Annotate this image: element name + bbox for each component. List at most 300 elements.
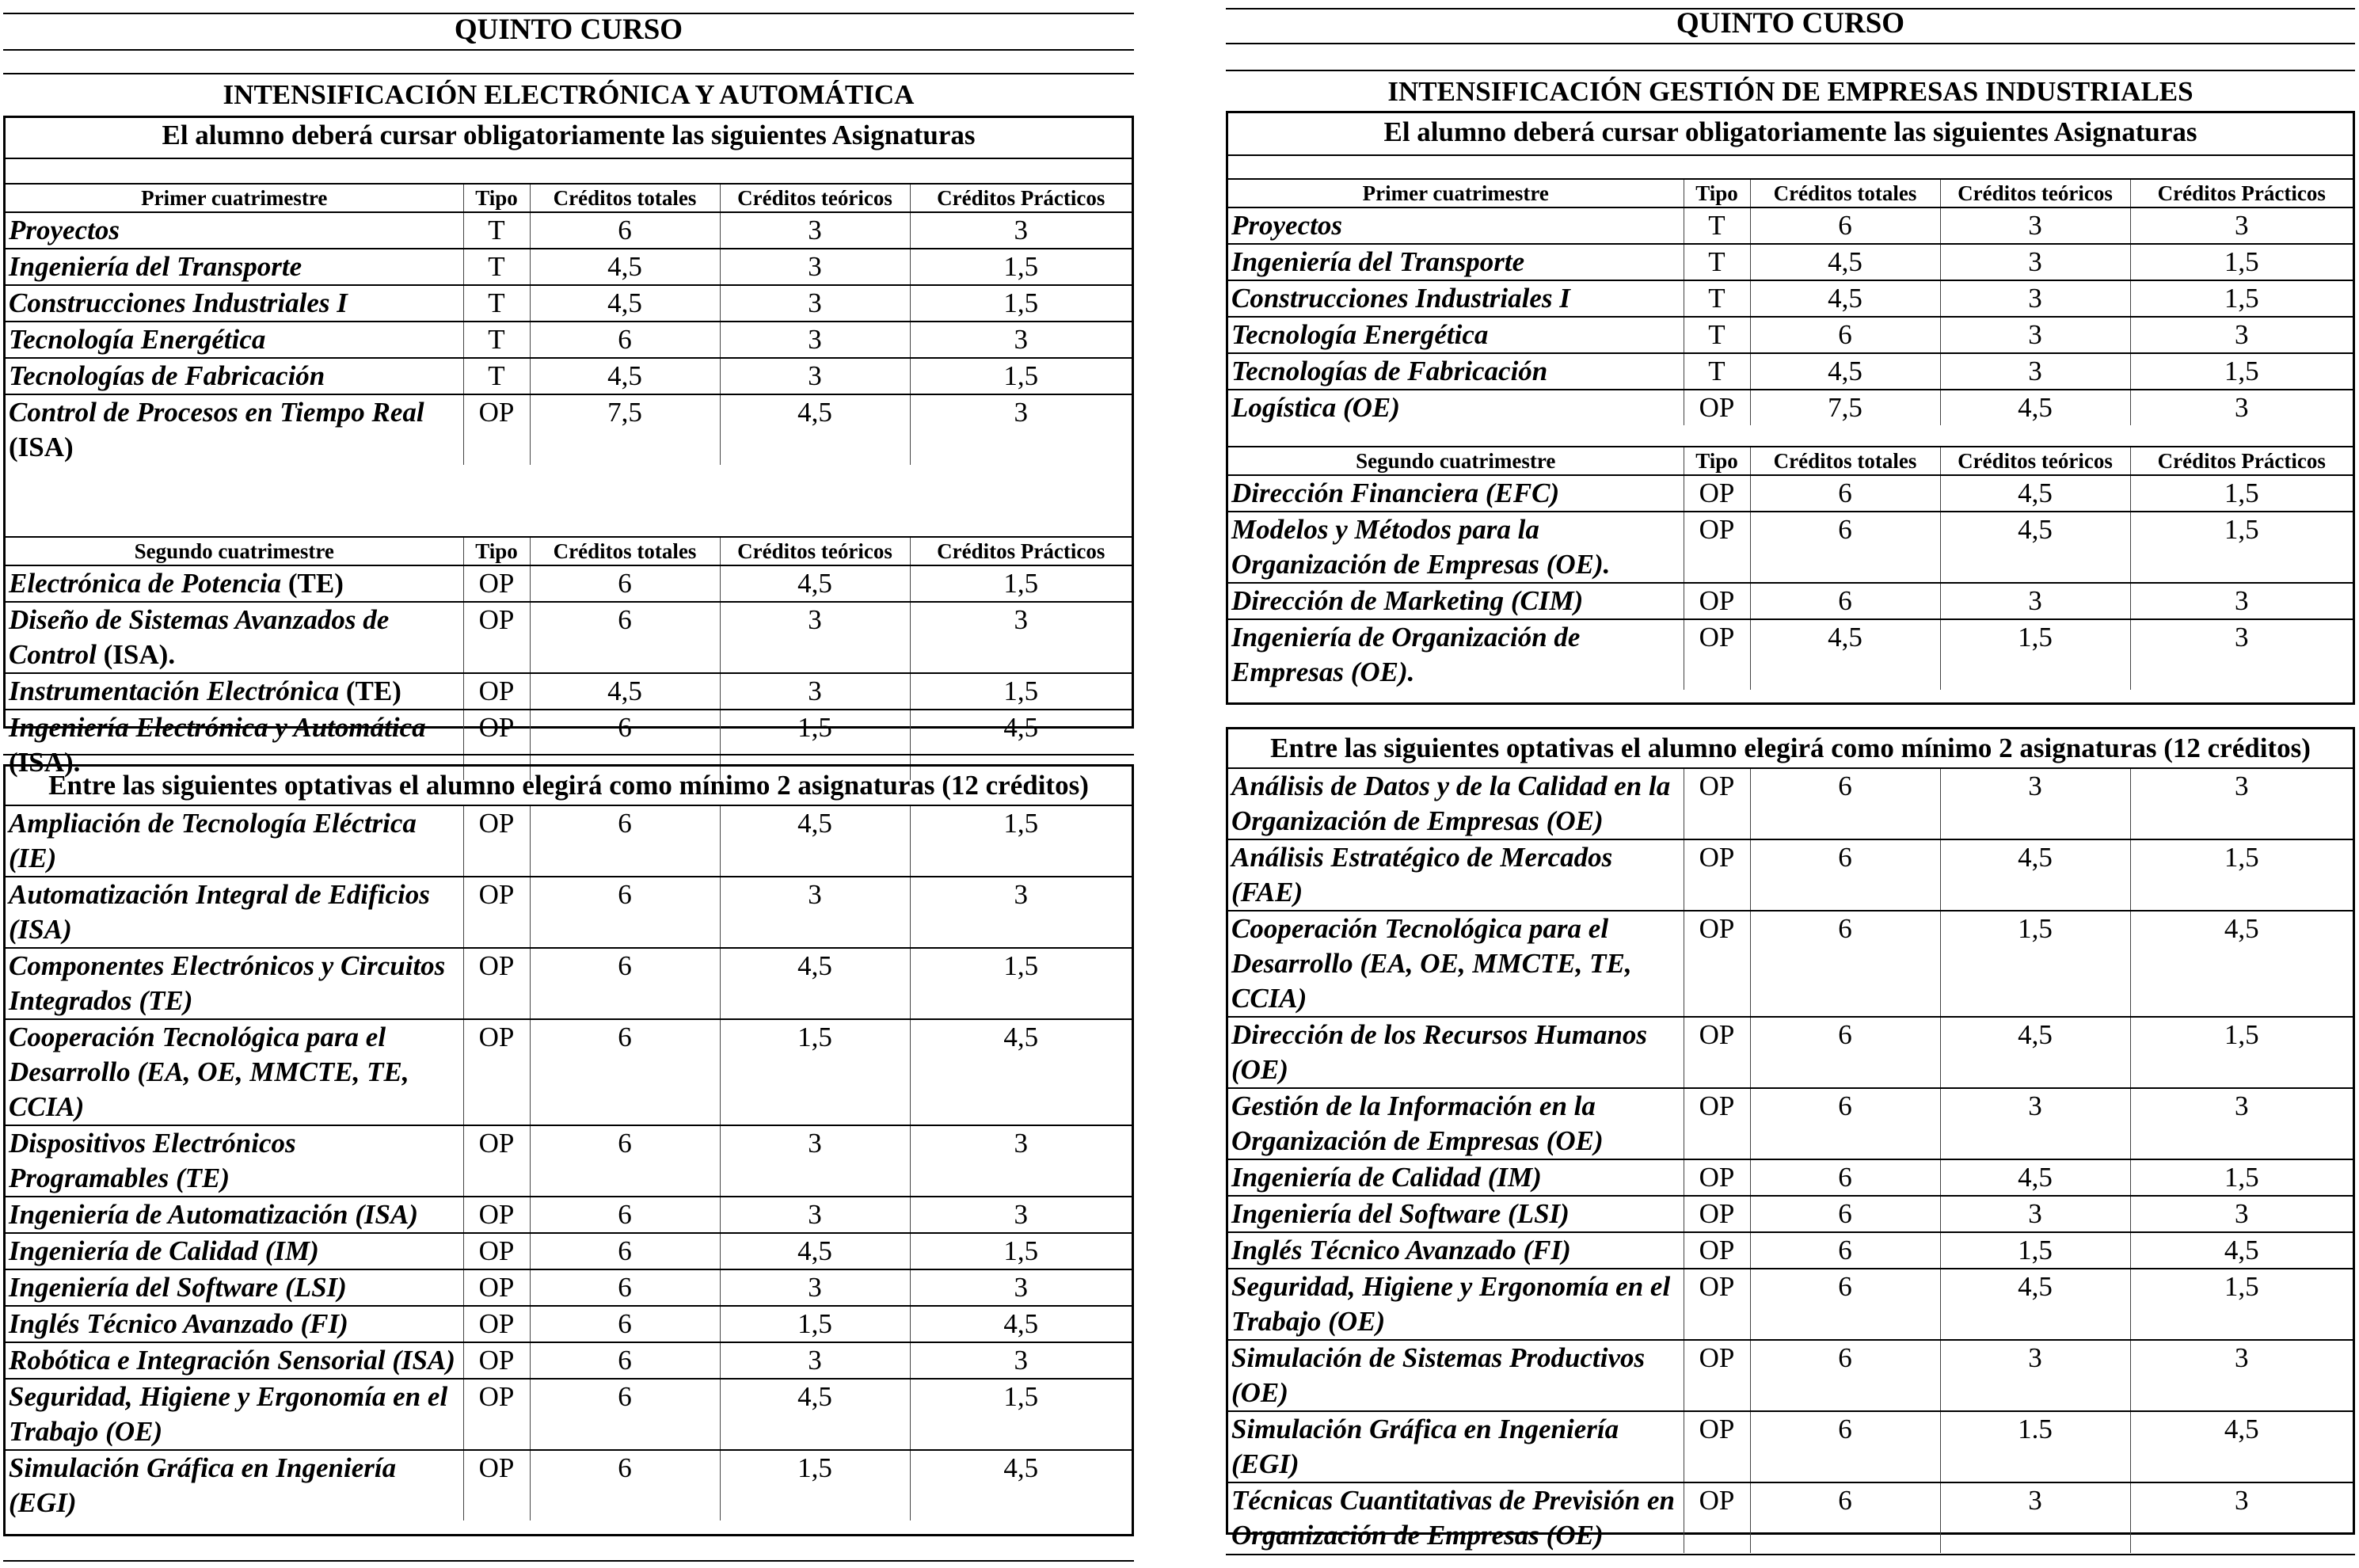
subject-name xyxy=(1228,1232,1684,1269)
credits-total: 6 xyxy=(530,1342,720,1379)
table-row xyxy=(1228,317,2353,353)
credits-total: 7,5 xyxy=(1750,390,1940,425)
credits-theory: 3 xyxy=(1940,317,2130,353)
credits-practice: 1,5 xyxy=(910,565,1132,602)
subject-name xyxy=(6,805,463,877)
credits-practice: 1,5 xyxy=(910,1379,1132,1450)
col-tipo: Tipo xyxy=(1684,179,1750,207)
table-row xyxy=(6,212,1132,249)
subject-name xyxy=(1228,244,1684,280)
subject-type: OP xyxy=(463,1233,530,1269)
table-header-row xyxy=(6,537,1132,565)
credits-practice: 1,5 xyxy=(910,285,1132,322)
credits-practice: 3 xyxy=(910,394,1132,465)
credits-practice: 3 xyxy=(2130,1482,2353,1553)
subject-type: T xyxy=(463,285,530,322)
table-row xyxy=(1228,1411,2353,1482)
subject-name xyxy=(6,1019,463,1125)
credits-practice: 3 xyxy=(2130,619,2353,690)
credits-total: 6 xyxy=(1750,768,1940,839)
subject-code: (ISA) xyxy=(9,432,74,462)
optional-table xyxy=(6,805,1132,1520)
credits-theory: 1,5 xyxy=(720,1019,910,1125)
subject-title: Ingeniería de Calidad (IM) xyxy=(9,1235,319,1266)
credits-total: 6 xyxy=(530,212,720,249)
course-title: QUINTO CURSO xyxy=(454,13,683,46)
table-row xyxy=(1228,1269,2353,1340)
table-row xyxy=(6,1197,1132,1233)
credits-total: 6 xyxy=(530,1269,720,1306)
credits-theory: 3 xyxy=(1940,244,2130,280)
credits-practice: 3 xyxy=(910,322,1132,358)
table-row xyxy=(1228,583,2353,619)
subject-title: Dirección de los Recursos Humanos (OE) xyxy=(1231,1019,1648,1085)
table-row xyxy=(6,1379,1132,1450)
subject-title: Diseño de Sistemas Avanzados de Control xyxy=(9,604,390,670)
credits-practice: 3 xyxy=(2130,1340,2353,1411)
credits-theory: 4,5 xyxy=(720,565,910,602)
col-creditos-teoricos: Créditos teóricos xyxy=(1940,447,2130,475)
credits-total: 4,5 xyxy=(530,673,720,710)
subject-title: Proyectos xyxy=(9,215,120,245)
col-creditos-totales: Créditos totales xyxy=(530,537,720,565)
subject-title: Seguridad, Higiene y Ergonomía en el Trabajo (OE) xyxy=(1231,1271,1671,1337)
intensification-title: INTENSIFICACIÓN GESTIÓN DE EMPRESAS INDUSTRIALES xyxy=(1387,76,2193,107)
credits-theory: 4,5 xyxy=(1940,390,2130,425)
credits-practice: 1,5 xyxy=(2130,1017,2353,1088)
subject-title: Simulación Gráfica en Ingeniería (EGI) xyxy=(1231,1414,1619,1479)
credits-total: 6 xyxy=(1750,911,1940,1017)
subject-type: OP xyxy=(463,1019,530,1125)
semester-label: Primer cuatrimestre xyxy=(1228,179,1684,207)
credits-practice: 4,5 xyxy=(2130,911,2353,1017)
subject-title: Cooperación Tecnológica para el Desarrollo (EA, OE, MMCTE, TE, CCIA) xyxy=(9,1022,409,1122)
subject-type: OP xyxy=(1684,1411,1750,1482)
subject-title: Ampliación de Tecnología Eléctrica (IE) xyxy=(9,808,417,873)
credits-theory: 4,5 xyxy=(720,1233,910,1269)
table-row xyxy=(1228,280,2353,317)
credits-total: 6 xyxy=(1750,1340,1940,1411)
credits-total: 6 xyxy=(530,710,720,780)
mandatory-title: El alumno deberá cursar obligatoriamente las siguientes Asignaturas xyxy=(162,120,976,150)
credits-theory: 3 xyxy=(1940,768,2130,839)
credits-total: 6 xyxy=(1750,1269,1940,1340)
credits-total: 6 xyxy=(1750,839,1940,911)
subject-code: (TE) xyxy=(345,676,401,706)
subject-title: Instrumentación Electrónica xyxy=(9,676,340,706)
subject-name xyxy=(6,358,463,394)
subject-name xyxy=(1228,1411,1684,1482)
subject-title: Logística (OE) xyxy=(1231,392,1400,423)
credits-total: 4,5 xyxy=(530,249,720,285)
credits-practice: 1,5 xyxy=(2130,353,2353,390)
subject-type: OP xyxy=(1684,619,1750,690)
credits-theory: 1,5 xyxy=(1940,911,2130,1017)
subject-type: OP xyxy=(463,1125,530,1197)
credits-practice: 1,5 xyxy=(2130,280,2353,317)
credits-practice: 3 xyxy=(2130,1088,2353,1159)
subject-name xyxy=(6,1233,463,1269)
semester-label: Primer cuatrimestre xyxy=(6,184,463,212)
subject-type: OP xyxy=(1684,512,1750,583)
credits-practice: 4,5 xyxy=(2130,1232,2353,1269)
credits-theory: 4,5 xyxy=(1940,1017,2130,1088)
table-row xyxy=(1228,1017,2353,1088)
credits-total: 6 xyxy=(530,805,720,877)
credits-practice: 3 xyxy=(2130,207,2353,244)
subject-title: Ingeniería Electrónica y Automática xyxy=(9,712,426,743)
credits-total: 6 xyxy=(530,322,720,358)
credits-practice: 1,5 xyxy=(2130,1159,2353,1196)
subject-name xyxy=(6,1125,463,1197)
subject-title: Inglés Técnico Avanzado (FI) xyxy=(1231,1235,1571,1265)
credits-practice: 3 xyxy=(910,212,1132,249)
subject-title: Componentes Electrónicos y Circuitos Integrados (TE) xyxy=(9,950,446,1016)
credits-practice: 3 xyxy=(2130,1196,2353,1232)
table-row xyxy=(1228,207,2353,244)
credits-theory: 3 xyxy=(720,602,910,673)
subject-type: T xyxy=(463,249,530,285)
subject-title: Ingeniería de Calidad (IM) xyxy=(1231,1162,1542,1193)
credits-theory: 1,5 xyxy=(1940,619,2130,690)
subject-title: Tecnologías de Fabricación xyxy=(1231,356,1548,386)
subject-type: OP xyxy=(463,1450,530,1520)
subject-name xyxy=(6,1269,463,1306)
subject-title: Dispositivos Electrónicos Programables (TE) xyxy=(9,1128,296,1193)
subject-name xyxy=(6,322,463,358)
col-creditos-totales: Créditos totales xyxy=(530,184,720,212)
table-row xyxy=(6,1306,1132,1342)
table-row xyxy=(1228,1196,2353,1232)
credits-theory: 4,5 xyxy=(720,805,910,877)
credits-theory: 3 xyxy=(1940,207,2130,244)
credits-practice: 1,5 xyxy=(2130,512,2353,583)
table-header-row xyxy=(1228,179,2353,207)
subject-type: OP xyxy=(1684,1482,1750,1553)
subject-title: Ingeniería de Organización de Empresas (OE). xyxy=(1231,622,1581,687)
credits-total: 6 xyxy=(530,1306,720,1342)
subject-title: Construcciones Industriales I xyxy=(1231,283,1570,314)
col-creditos-practicos: Créditos Prácticos xyxy=(910,537,1132,565)
table-row xyxy=(1228,839,2353,911)
credits-theory: 3 xyxy=(1940,1340,2130,1411)
subject-title: Ingeniería del Software (LSI) xyxy=(1231,1198,1569,1229)
credits-practice: 4,5 xyxy=(910,710,1132,780)
subject-title: Ingeniería de Automatización (ISA) xyxy=(9,1199,418,1230)
optional-title: Entre las siguientes optativas el alumno elegirá como mínimo 2 asignaturas (12 créditos) xyxy=(48,770,1089,801)
subject-name xyxy=(6,212,463,249)
credits-practice: 1,5 xyxy=(2130,839,2353,911)
subject-name xyxy=(1228,390,1684,425)
table-row xyxy=(6,877,1132,948)
table-row xyxy=(1228,353,2353,390)
subject-type: OP xyxy=(463,948,530,1019)
credits-theory: 3 xyxy=(1940,280,2130,317)
subject-name xyxy=(6,285,463,322)
credits-practice: 3 xyxy=(2130,583,2353,619)
credits-total: 6 xyxy=(1750,583,1940,619)
table-row xyxy=(1228,1232,2353,1269)
credits-total: 6 xyxy=(530,1450,720,1520)
credits-total: 6 xyxy=(1750,317,1940,353)
subject-name xyxy=(1228,317,1684,353)
subject-type: OP xyxy=(1684,475,1750,512)
subject-type: OP xyxy=(463,394,530,465)
table-row xyxy=(1228,390,2353,425)
credits-theory: 3 xyxy=(720,285,910,322)
credits-theory: 3 xyxy=(720,358,910,394)
subject-title: Tecnología Energética xyxy=(9,324,266,355)
subject-name xyxy=(1228,353,1684,390)
subject-type: OP xyxy=(1684,1017,1750,1088)
first-semester-table xyxy=(1228,178,2353,425)
subject-title: Cooperación Tecnológica para el Desarrollo (EA, OE, MMCTE, TE, CCIA) xyxy=(1231,913,1632,1014)
credits-practice: 3 xyxy=(910,1125,1132,1197)
subject-type: OP xyxy=(1684,583,1750,619)
credits-practice: 1,5 xyxy=(2130,1269,2353,1340)
credits-theory: 3 xyxy=(1940,583,2130,619)
credits-total: 4,5 xyxy=(530,285,720,322)
subject-name xyxy=(6,877,463,948)
credits-theory: 4,5 xyxy=(1940,512,2130,583)
subject-name xyxy=(6,249,463,285)
credits-theory: 4,5 xyxy=(1940,1269,2130,1340)
credits-theory: 1.5 xyxy=(1940,1411,2130,1482)
credits-theory: 3 xyxy=(1940,1088,2130,1159)
subject-type: OP xyxy=(463,1306,530,1342)
subject-name xyxy=(1228,583,1684,619)
credits-practice: 3 xyxy=(910,1269,1132,1306)
subject-name xyxy=(6,1450,463,1520)
credits-total: 6 xyxy=(530,877,720,948)
credits-total: 7,5 xyxy=(530,394,720,465)
credits-theory: 3 xyxy=(720,1342,910,1379)
subject-name xyxy=(1228,768,1684,839)
table-row xyxy=(6,673,1132,710)
credits-theory: 1,5 xyxy=(720,1450,910,1520)
subject-type: T xyxy=(1684,207,1750,244)
subject-name xyxy=(1228,1088,1684,1159)
table-row xyxy=(6,602,1132,673)
subject-title: Ingeniería del Transporte xyxy=(9,251,302,282)
credits-theory: 3 xyxy=(1940,1482,2130,1553)
subject-title: Simulación Gráfica en Ingeniería (EGI) xyxy=(9,1452,397,1518)
credits-theory: 3 xyxy=(720,322,910,358)
credits-theory: 1,5 xyxy=(720,1306,910,1342)
table-row xyxy=(6,805,1132,877)
semester-label: Segundo cuatrimestre xyxy=(1228,447,1684,475)
credits-total: 4,5 xyxy=(1750,619,1940,690)
subject-type: OP xyxy=(463,673,530,710)
subject-type: OP xyxy=(1684,839,1750,911)
subject-title: Dirección Financiera (EFC) xyxy=(1231,478,1560,508)
table-row xyxy=(6,1450,1132,1520)
subject-type: T xyxy=(1684,244,1750,280)
subject-name xyxy=(6,948,463,1019)
subject-name xyxy=(1228,911,1684,1017)
credits-practice: 3 xyxy=(910,1197,1132,1233)
credits-theory: 4,5 xyxy=(1940,1159,2130,1196)
subject-code: (ISA). xyxy=(103,639,176,670)
credits-theory: 4,5 xyxy=(720,948,910,1019)
credits-total: 6 xyxy=(1750,1088,1940,1159)
credits-theory: 3 xyxy=(720,1269,910,1306)
subject-type: OP xyxy=(463,1379,530,1450)
credits-practice: 4,5 xyxy=(910,1450,1132,1520)
table-row xyxy=(6,565,1132,602)
subject-title: Control de Procesos en Tiempo Real xyxy=(9,397,424,428)
subject-type: OP xyxy=(463,602,530,673)
col-creditos-practicos: Créditos Prácticos xyxy=(2130,447,2353,475)
credits-theory: 3 xyxy=(1940,353,2130,390)
subject-type: OP xyxy=(1684,768,1750,839)
credits-total: 6 xyxy=(1750,512,1940,583)
subject-type: OP xyxy=(463,1197,530,1233)
table-row xyxy=(6,322,1132,358)
subject-name xyxy=(1228,207,1684,244)
credits-total: 6 xyxy=(1750,1232,1940,1269)
subject-name xyxy=(1228,1482,1684,1553)
subject-title: Ingeniería del Transporte xyxy=(1231,246,1525,277)
second-semester-table xyxy=(1228,446,2353,690)
credits-theory: 3 xyxy=(720,1125,910,1197)
col-tipo: Tipo xyxy=(1684,447,1750,475)
subject-title: Modelos y Métodos para la Organización de Empresas (OE). xyxy=(1231,514,1611,580)
credits-practice: 1,5 xyxy=(910,358,1132,394)
table-row xyxy=(6,1233,1132,1269)
credits-practice: 4,5 xyxy=(910,1306,1132,1342)
subject-name xyxy=(6,1306,463,1342)
table-row xyxy=(1228,768,2353,839)
credits-theory: 4,5 xyxy=(1940,839,2130,911)
col-creditos-totales: Créditos totales xyxy=(1750,179,1940,207)
subject-type: OP xyxy=(463,710,530,780)
subject-type: T xyxy=(463,322,530,358)
credits-total: 6 xyxy=(530,1197,720,1233)
subject-name xyxy=(1228,1196,1684,1232)
table-row xyxy=(6,1269,1132,1306)
table-row xyxy=(6,249,1132,285)
subject-name xyxy=(6,394,463,465)
subject-type: OP xyxy=(1684,1269,1750,1340)
subject-title: Dirección de Marketing (CIM) xyxy=(1231,585,1584,616)
subject-type: OP xyxy=(1684,1232,1750,1269)
credits-practice: 3 xyxy=(2130,390,2353,425)
table-row xyxy=(6,394,1132,465)
optional-box xyxy=(3,764,1134,1536)
table-row xyxy=(6,1342,1132,1379)
subject-name xyxy=(1228,1269,1684,1340)
mandatory-title: El alumno deberá cursar obligatoriamente las siguientes Asignaturas xyxy=(1383,116,2197,147)
optional-title: Entre las siguientes optativas el alumno elegirá como mínimo 2 asignaturas (12 créditos) xyxy=(1270,733,2311,763)
credits-practice: 3 xyxy=(910,877,1132,948)
subject-title: Seguridad, Higiene y Ergonomía en el Trabajo (OE) xyxy=(9,1381,448,1447)
subject-name xyxy=(6,673,463,710)
credits-practice: 4,5 xyxy=(910,1019,1132,1125)
credits-total: 6 xyxy=(1750,1196,1940,1232)
credits-theory: 3 xyxy=(720,212,910,249)
subject-type: OP xyxy=(463,805,530,877)
subject-name xyxy=(1228,619,1684,690)
credits-practice: 1,5 xyxy=(910,805,1132,877)
subject-name xyxy=(1228,475,1684,512)
credits-total: 4,5 xyxy=(1750,353,1940,390)
credits-total: 6 xyxy=(530,948,720,1019)
credits-theory: 1,5 xyxy=(1940,1232,2130,1269)
subject-type: T xyxy=(463,358,530,394)
table-row xyxy=(1228,1159,2353,1196)
credits-total: 6 xyxy=(530,1125,720,1197)
subject-name xyxy=(6,565,463,602)
optional-table xyxy=(1228,767,2353,1553)
subject-type: OP xyxy=(463,1342,530,1379)
mandatory-box xyxy=(1226,111,2355,705)
col-creditos-teoricos: Créditos teóricos xyxy=(720,537,910,565)
subject-type: T xyxy=(1684,280,1750,317)
subject-title: Robótica e Integración Sensorial (ISA) xyxy=(9,1345,455,1376)
col-creditos-practicos: Créditos Prácticos xyxy=(2130,179,2353,207)
credits-theory: 3 xyxy=(720,1197,910,1233)
credits-total: 6 xyxy=(530,1019,720,1125)
credits-total: 6 xyxy=(1750,207,1940,244)
credits-practice: 1,5 xyxy=(2130,244,2353,280)
subject-title: Automatización Integral de Edificios (ISA) xyxy=(9,879,430,945)
table-row xyxy=(1228,475,2353,512)
mandatory-box xyxy=(3,116,1134,778)
subject-title: Gestión de la Información en la Organización de Empresas (OE) xyxy=(1231,1090,1604,1156)
subject-name xyxy=(6,1342,463,1379)
table-row xyxy=(1228,619,2353,690)
credits-total: 6 xyxy=(1750,1017,1940,1088)
subject-name xyxy=(6,1197,463,1233)
subject-type: OP xyxy=(1684,390,1750,425)
course-title: QUINTO CURSO xyxy=(1676,7,1905,40)
credits-practice: 3 xyxy=(2130,768,2353,839)
subject-name xyxy=(6,602,463,673)
col-tipo: Tipo xyxy=(463,184,530,212)
credits-practice: 1,5 xyxy=(910,1233,1132,1269)
subject-name xyxy=(1228,839,1684,911)
subject-type: OP xyxy=(1684,911,1750,1017)
col-creditos-practicos: Créditos Prácticos xyxy=(910,184,1132,212)
credits-practice: 3 xyxy=(2130,317,2353,353)
first-semester-table xyxy=(6,183,1132,465)
subject-type: T xyxy=(1684,353,1750,390)
subject-title: Proyectos xyxy=(1231,210,1342,241)
subject-title: Ingeniería del Software (LSI) xyxy=(9,1272,347,1303)
optional-box xyxy=(1226,727,2355,1551)
credits-theory: 4,5 xyxy=(720,394,910,465)
table-row xyxy=(1228,1088,2353,1159)
subject-title: Tecnología Energética xyxy=(1231,319,1489,350)
intensification-title: INTENSIFICACIÓN ELECTRÓNICA Y AUTOMÁTICA xyxy=(223,79,915,110)
credits-total: 6 xyxy=(1750,1159,1940,1196)
col-tipo: Tipo xyxy=(463,537,530,565)
credits-total: 6 xyxy=(530,602,720,673)
table-row xyxy=(6,948,1132,1019)
subject-name xyxy=(1228,1340,1684,1411)
credits-theory: 4,5 xyxy=(720,1379,910,1450)
subject-code: (TE) xyxy=(287,568,344,599)
credits-total: 4,5 xyxy=(1750,280,1940,317)
credits-practice: 1,5 xyxy=(910,673,1132,710)
credits-theory: 3 xyxy=(720,673,910,710)
subject-type: OP xyxy=(463,877,530,948)
credits-practice: 3 xyxy=(910,1342,1132,1379)
credits-total: 6 xyxy=(530,1379,720,1450)
table-row xyxy=(6,1125,1132,1197)
col-creditos-teoricos: Créditos teóricos xyxy=(1940,179,2130,207)
